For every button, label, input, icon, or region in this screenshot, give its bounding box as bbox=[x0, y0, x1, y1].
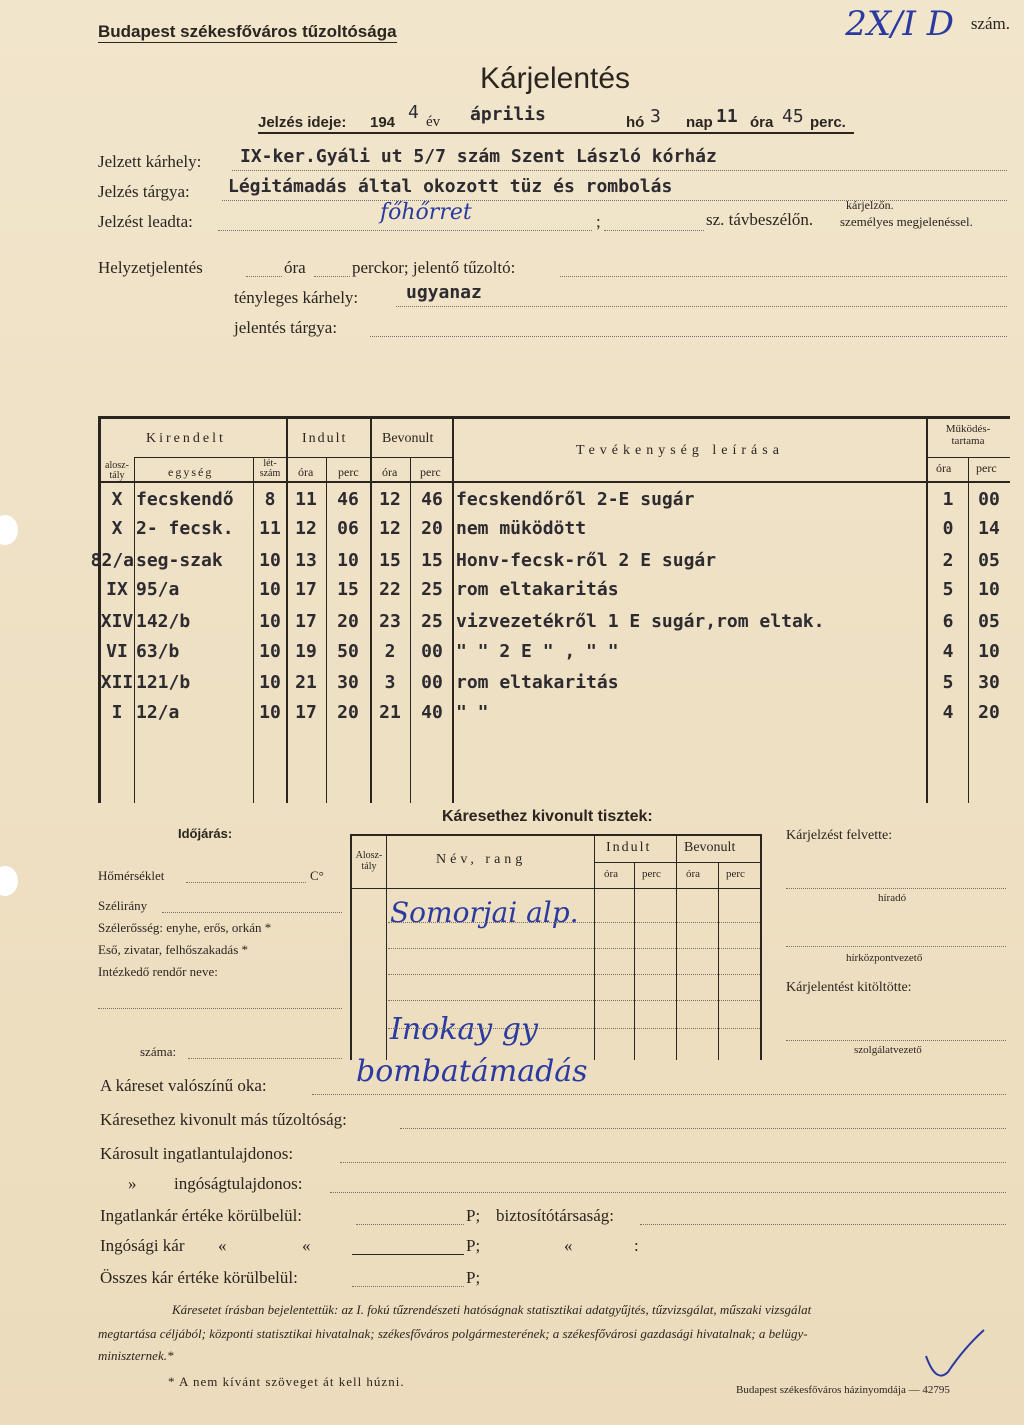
officers-name-header: Név, rang bbox=[436, 852, 527, 867]
cell-unit: 63/b bbox=[136, 641, 180, 662]
quote-mark: « bbox=[218, 1236, 227, 1255]
colon-mark: : bbox=[634, 1236, 639, 1255]
alosztaly-header: alosz-tály bbox=[105, 460, 129, 481]
szolgalat-label: szolgálatvezető bbox=[854, 1044, 922, 1056]
perc-header: perc bbox=[976, 461, 997, 475]
weather-title: Időjárás: bbox=[178, 826, 233, 841]
movable-damage-label: Ingósági kár bbox=[100, 1236, 185, 1255]
punch-hole bbox=[0, 515, 18, 545]
page-title: Kárjelentés bbox=[479, 62, 631, 95]
dotted-line bbox=[188, 1058, 342, 1059]
quote-mark: « bbox=[564, 1236, 573, 1255]
activity-header: Tevékenység leírása bbox=[576, 443, 784, 458]
situation-hour-label: óra bbox=[284, 258, 306, 277]
police-number-label: száma: bbox=[140, 1044, 177, 1059]
duration-header: Működés-tartama bbox=[945, 423, 991, 447]
egyseg-header: egység bbox=[168, 465, 214, 479]
temperature-unit: C° bbox=[310, 868, 324, 883]
other-fire-label: Káresethez kivonult más tűzoltóság: bbox=[100, 1110, 347, 1129]
cell-div: IX bbox=[106, 579, 128, 600]
subject-label: Jelzés tárgya: bbox=[98, 182, 190, 201]
cell-dep-m: 30 bbox=[337, 672, 359, 693]
cell-activity: fecskendőről 2-E sugár bbox=[456, 489, 695, 510]
time-label: Jelzés ideje: bbox=[258, 114, 347, 131]
cause-value: bombatámadás bbox=[356, 1054, 588, 1089]
cell-dep-h: 17 bbox=[295, 579, 317, 600]
cell-div: X bbox=[111, 518, 123, 539]
year-label: év bbox=[426, 114, 441, 130]
cell-dur-m: 10 bbox=[978, 579, 1000, 600]
currency-label: P; bbox=[466, 1206, 481, 1225]
cell-count: 10 bbox=[259, 702, 281, 723]
property-damage-label: Ingatlankár értéke körülbelül: bbox=[100, 1206, 303, 1225]
cell-dur-h: 4 bbox=[942, 702, 954, 723]
cell-ret-h: 12 bbox=[379, 489, 401, 510]
hirado-label: híradó bbox=[878, 892, 907, 904]
cell-dur-m: 05 bbox=[978, 550, 1000, 571]
cell-unit: seg-szak bbox=[136, 550, 223, 571]
cell-unit: fecskendő bbox=[136, 489, 234, 510]
cell-dep-m: 50 bbox=[337, 641, 359, 662]
perc-header: perc bbox=[420, 465, 441, 479]
cell-dep-h: 17 bbox=[295, 702, 317, 723]
cell-ret-h: 2 bbox=[384, 641, 396, 662]
cell-dur-m: 00 bbox=[978, 489, 1000, 510]
situation-minute-label: perckor; jelentő tűzoltó: bbox=[352, 258, 516, 277]
year-prefix: 194 bbox=[370, 114, 396, 131]
dotted-line bbox=[352, 1286, 464, 1287]
actual-place-label: tényleges kárhely: bbox=[234, 288, 359, 307]
month-value: április bbox=[470, 104, 546, 125]
cell-unit: 142/b bbox=[136, 611, 191, 632]
hirkozpont-label: hírközpontvezető bbox=[846, 952, 923, 964]
owner-label: Károsult ingatlantulajdonos: bbox=[100, 1144, 294, 1163]
cell-activity: " " bbox=[456, 702, 489, 723]
ora-header: óra bbox=[604, 868, 619, 880]
reference-suffix: szám. bbox=[970, 14, 1010, 33]
letszam-header: lét-szám bbox=[259, 458, 281, 479]
dotted-line bbox=[186, 882, 306, 883]
cell-count: 8 bbox=[264, 489, 276, 510]
dotted-line bbox=[400, 1128, 1006, 1129]
day-label: nap bbox=[686, 114, 713, 131]
hour-label: óra bbox=[750, 114, 774, 131]
dotted-line bbox=[98, 1008, 342, 1009]
footer-note-2: megtartása céljából; központi statisztikai hivatalnak; székesfőváros polgármesterének; a székesfővárosi gazdasági hivatalnak; a belügy- bbox=[98, 1326, 808, 1341]
officers-title: Káresethez kivonult tisztek: bbox=[442, 808, 653, 825]
police-label: Intézkedő rendőr neve: bbox=[98, 964, 218, 979]
cell-activity: rom eltakaritás bbox=[456, 579, 619, 600]
movable-owner-label: ingóságtulajdonos: bbox=[174, 1174, 303, 1193]
reference-number: 2X/I D bbox=[845, 4, 954, 44]
cell-dep-m: 20 bbox=[337, 611, 359, 632]
officers-indult-header: Indult bbox=[606, 840, 652, 855]
cell-count: 10 bbox=[259, 550, 281, 571]
cell-dur-m: 14 bbox=[978, 518, 1000, 539]
ora-header: óra bbox=[382, 465, 398, 479]
ora-header: óra bbox=[686, 868, 701, 880]
officers-table bbox=[350, 834, 762, 1060]
separator: ; bbox=[596, 212, 601, 231]
personal-label: személyes megjelenéssel. bbox=[840, 214, 973, 229]
alarm-label: kárjelzőn. bbox=[846, 198, 894, 212]
cell-ret-h: 22 bbox=[379, 579, 401, 600]
temperature-label: Hőmérséklet bbox=[98, 868, 165, 883]
cell-unit: 95/a bbox=[136, 579, 180, 600]
cell-activity: " " 2 E " , " " bbox=[456, 641, 619, 662]
day-value: 3 bbox=[650, 106, 661, 127]
reporter-label: Jelzést leadta: bbox=[98, 212, 193, 231]
wind-direction-label: Szélirány bbox=[98, 898, 148, 913]
cell-ret-m: 25 bbox=[421, 611, 443, 632]
cell-dep-h: 17 bbox=[295, 611, 317, 632]
officer-name-2: Inokay gy bbox=[390, 1012, 538, 1047]
cell-ret-h: 21 bbox=[379, 702, 401, 723]
currency-label: P; bbox=[466, 1236, 481, 1255]
perc-header: perc bbox=[642, 868, 661, 880]
cell-dur-h: 2 bbox=[942, 550, 954, 571]
cell-count: 11 bbox=[259, 518, 281, 539]
cell-div: X bbox=[111, 489, 123, 510]
ora-header: óra bbox=[936, 461, 952, 475]
dotted-line bbox=[330, 1192, 1006, 1193]
check-mark bbox=[920, 1326, 990, 1386]
total-damage-label: Összes kár értéke körülbelül: bbox=[100, 1268, 298, 1287]
cell-unit: 12/a bbox=[136, 702, 180, 723]
kirendelt-header: Kirendelt bbox=[146, 431, 226, 446]
bevonult-header: Bevonult bbox=[382, 431, 434, 446]
printer-note: Budapest székesfőváros házinyomdája — 42795 bbox=[736, 1384, 950, 1396]
cell-count: 10 bbox=[259, 611, 281, 632]
cell-ret-m: 00 bbox=[421, 641, 443, 662]
dotted-line bbox=[218, 230, 592, 231]
dotted-line bbox=[314, 276, 350, 277]
footer-note-3: miniszternek.* bbox=[98, 1348, 174, 1363]
cell-activity: vizvezetékről 1 E sugár,rom eltak. bbox=[456, 611, 825, 632]
dotted-line bbox=[560, 276, 1007, 277]
cell-dep-m: 20 bbox=[337, 702, 359, 723]
cell-ret-m: 15 bbox=[421, 550, 443, 571]
cell-div: XIV bbox=[100, 611, 134, 632]
dotted-line bbox=[246, 276, 282, 277]
movable-mark: » bbox=[128, 1174, 137, 1193]
minute-label: perc. bbox=[810, 114, 846, 131]
quote-mark: « bbox=[302, 1236, 311, 1255]
cell-ret-m: 25 bbox=[421, 579, 443, 600]
cell-ret-h: 12 bbox=[379, 518, 401, 539]
cell-dur-h: 4 bbox=[942, 641, 954, 662]
month-label: hó bbox=[626, 114, 645, 131]
cell-dep-m: 10 bbox=[337, 550, 359, 571]
dotted-line bbox=[356, 1224, 464, 1225]
officer-name-1: Somorjai alp. bbox=[390, 896, 579, 929]
ora-header: óra bbox=[298, 465, 314, 479]
reporter-value: főhőrret bbox=[380, 200, 472, 225]
cell-dep-m: 15 bbox=[337, 579, 359, 600]
cell-dur-h: 0 bbox=[942, 518, 954, 539]
phone-label: sz. távbeszélőn. bbox=[706, 210, 814, 229]
cell-div: VI bbox=[106, 641, 128, 662]
cell-count: 10 bbox=[259, 579, 281, 600]
minute-value: 45 bbox=[782, 106, 804, 127]
dotted-line bbox=[312, 1094, 1006, 1095]
cell-dep-h: 13 bbox=[295, 550, 317, 571]
perc-header: perc bbox=[338, 465, 359, 479]
dotted-line bbox=[232, 170, 1007, 171]
actual-place-value: ugyanaz bbox=[406, 282, 482, 303]
wind-strength-label: Szélerősség: enyhe, erős, orkán * bbox=[98, 920, 272, 935]
dotted-line bbox=[640, 1224, 1006, 1225]
cell-dur-h: 5 bbox=[942, 672, 954, 693]
cell-dur-h: 5 bbox=[942, 579, 954, 600]
cell-activity: nem müködött bbox=[456, 518, 587, 539]
dotted-line bbox=[396, 306, 1007, 307]
cell-dur-h: 1 bbox=[942, 489, 954, 510]
report-time-line bbox=[258, 102, 854, 134]
cell-dur-m: 30 bbox=[978, 672, 1000, 693]
cell-ret-h: 15 bbox=[379, 550, 401, 571]
perc-header: perc bbox=[726, 868, 745, 880]
situation-label: Helyzetjelentés bbox=[98, 258, 203, 277]
punch-hole bbox=[0, 866, 18, 896]
asterisk-note: * A nem kívánt szöveget át kell húzni. bbox=[168, 1374, 405, 1389]
situation-subject-label: jelentés tárgya: bbox=[234, 318, 338, 337]
dotted-line bbox=[786, 888, 1006, 889]
cell-count: 10 bbox=[259, 672, 281, 693]
cell-div: XII bbox=[100, 672, 134, 693]
indult-header: Indult bbox=[302, 431, 348, 446]
insurer-label: biztosítótársaság: bbox=[496, 1206, 615, 1225]
cell-dur-h: 6 bbox=[942, 611, 954, 632]
cell-dur-m: 10 bbox=[978, 641, 1000, 662]
dotted-line bbox=[162, 912, 342, 913]
cell-div: I bbox=[111, 702, 123, 723]
cell-dep-m: 46 bbox=[337, 489, 359, 510]
cell-dep-h: 12 bbox=[295, 518, 317, 539]
cell-div: 82/a bbox=[90, 550, 134, 571]
cell-unit: 2- fecsk. bbox=[136, 518, 234, 539]
dotted-line bbox=[340, 1162, 1006, 1163]
dotted-line bbox=[786, 946, 1006, 947]
cell-dep-h: 19 bbox=[295, 641, 317, 662]
officers-alosztaly-header: Alosz-tály bbox=[355, 850, 383, 872]
dotted-line bbox=[604, 230, 704, 231]
cell-activity: rom eltakaritás bbox=[456, 672, 619, 693]
rain-label: Eső, zivatar, felhőszakadás * bbox=[98, 942, 249, 957]
activity-table bbox=[90, 416, 1010, 803]
cell-dur-m: 05 bbox=[978, 611, 1000, 632]
cell-unit: 121/b bbox=[136, 672, 191, 693]
cell-dur-m: 20 bbox=[978, 702, 1000, 723]
cell-ret-h: 3 bbox=[384, 672, 396, 693]
cell-dep-h: 11 bbox=[295, 489, 317, 510]
cell-ret-m: 40 bbox=[421, 702, 443, 723]
currency-label: P; bbox=[466, 1268, 481, 1287]
footer-note-1: Káresetet írásban bejelentettük: az I. fokú tűzrendészeti hatóságnak statisztikai adatgyűjtés, tűzvizsgálat, műszaki vizsgálat bbox=[172, 1302, 812, 1317]
officers-bevonult-header: Bevonult bbox=[684, 840, 736, 855]
cell-ret-h: 23 bbox=[379, 611, 401, 632]
place-value: IX-ker.Gyáli ut 5/7 szám Szent László kórház bbox=[240, 146, 717, 167]
subject-value: Légitámadás által okozott tüz és rombolás bbox=[228, 176, 673, 197]
cell-dep-h: 21 bbox=[295, 672, 317, 693]
cell-activity: Honv-fecsk-ről 2 E sugár bbox=[456, 550, 717, 571]
filled-label: Kárjelentést kitöltötte: bbox=[786, 980, 912, 995]
cell-ret-m: 00 bbox=[421, 672, 443, 693]
cell-count: 10 bbox=[259, 641, 281, 662]
cause-label: A káreset valószínű oka: bbox=[100, 1076, 267, 1095]
cell-ret-m: 46 bbox=[421, 489, 443, 510]
cell-dep-m: 06 bbox=[337, 518, 359, 539]
organization-header: Budapest székesfőváros tűzoltósága bbox=[98, 22, 397, 41]
dotted-line bbox=[786, 1040, 1006, 1041]
place-label: Jelzett kárhely: bbox=[98, 152, 202, 171]
dotted-line bbox=[370, 336, 1007, 337]
hour-value: 11 bbox=[716, 106, 738, 127]
cell-ret-m: 20 bbox=[421, 518, 443, 539]
year-digit: 4 bbox=[408, 102, 419, 123]
received-label: Kárjelzést felvette: bbox=[786, 828, 893, 843]
